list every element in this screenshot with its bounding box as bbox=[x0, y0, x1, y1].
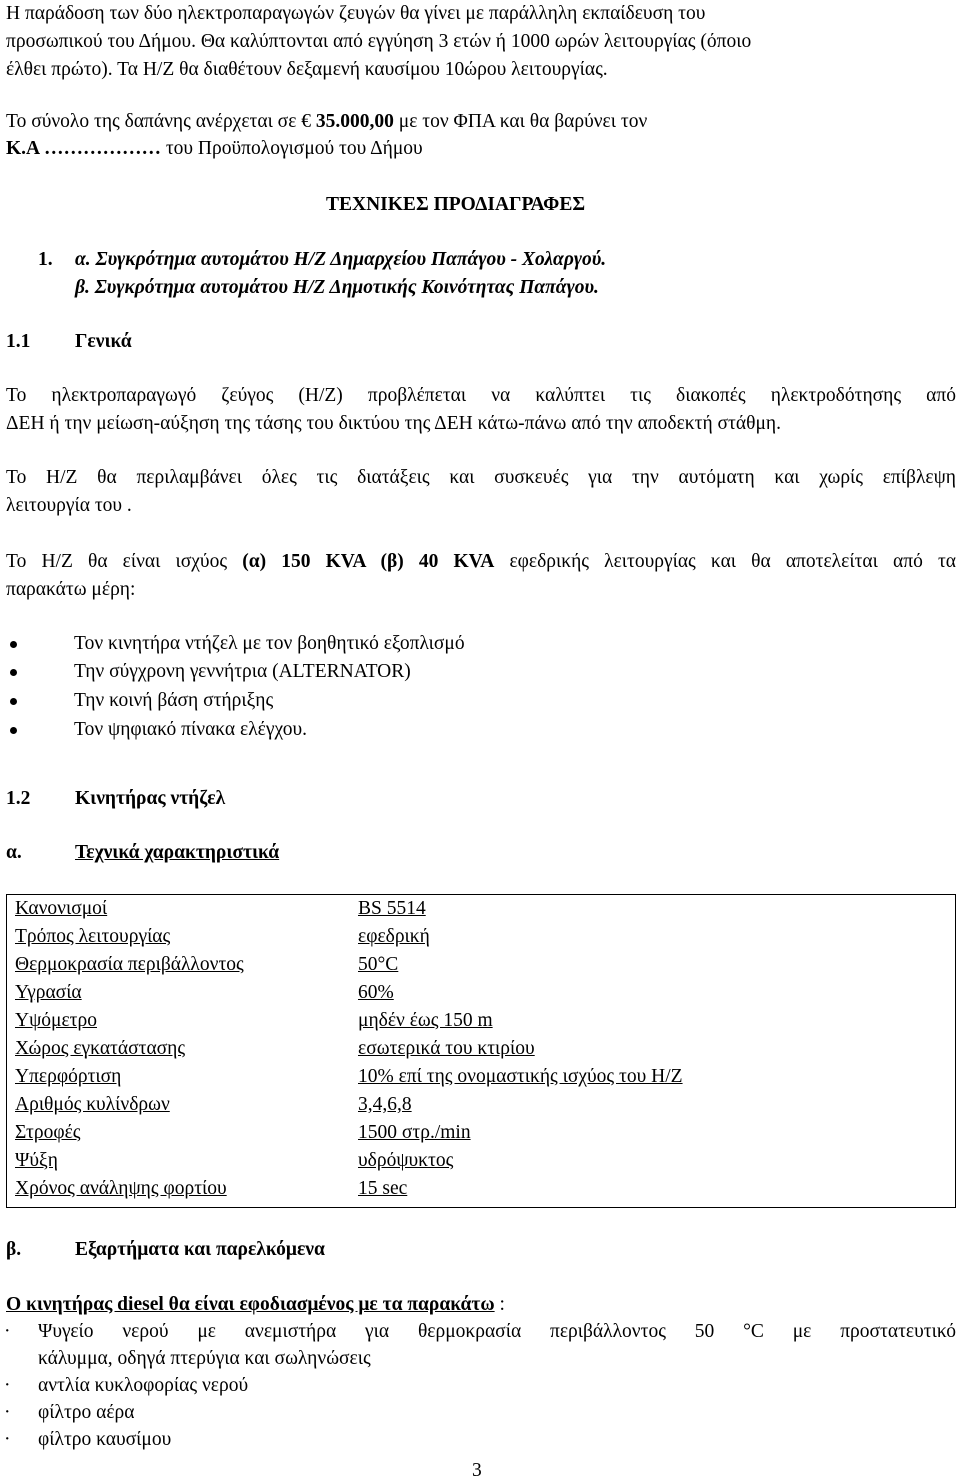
spec-value: υδρόψυκτος bbox=[358, 1150, 454, 1171]
para1-line-2: ΔΕΗ ή την μείωση-αύξηση της τάσης του δικτύου της ΔΕΗ κάτω-πάνω από την αποδεκτή στάθμη. bbox=[6, 413, 781, 434]
bullet-icon bbox=[10, 727, 17, 734]
table-row bbox=[7, 1147, 956, 1175]
table-row bbox=[7, 951, 956, 979]
ka-dots: ……………… bbox=[39, 138, 166, 159]
section-1-1-title: Γενικά bbox=[75, 331, 132, 352]
table-row bbox=[7, 1063, 956, 1091]
dot-marker: · bbox=[4, 1402, 11, 1423]
list-item bbox=[4, 1374, 249, 1398]
table-row bbox=[7, 895, 956, 924]
table-row bbox=[7, 1175, 956, 1208]
bullet-icon bbox=[10, 698, 17, 705]
specs-table bbox=[6, 894, 956, 1208]
list-item-text: Την κοινή βάση στήριξης bbox=[74, 690, 274, 711]
table-row bbox=[7, 979, 956, 1007]
cost-line bbox=[6, 110, 647, 134]
spec-key: Ψύξη bbox=[15, 1150, 58, 1171]
equipment-item-3: φίλτρο αέρα bbox=[38, 1402, 135, 1423]
para3-prefix: Το Η/Ζ θα είναι ισχύος bbox=[6, 551, 243, 572]
list-item bbox=[4, 1401, 135, 1425]
spec-value: 3,4,6,8 bbox=[358, 1094, 412, 1115]
list-item bbox=[4, 1428, 172, 1452]
section-1-1-number: 1.1 bbox=[6, 331, 31, 352]
spec-key: Τρόπος λειτουργίας bbox=[15, 926, 171, 947]
equipment-lead-colon: : bbox=[494, 1294, 505, 1315]
spec-value: μηδέν έως 150 m bbox=[358, 1010, 493, 1031]
para3-line-2: παρακάτω μέρη: bbox=[6, 579, 136, 600]
cost-prefix: Το σύνολο της δαπάνης ανέρχεται σε € bbox=[6, 111, 316, 132]
subsection-b-number: β. bbox=[6, 1239, 22, 1260]
equipment-lead bbox=[6, 1293, 505, 1317]
spec-value: εσωτερικά του κτιρίου bbox=[358, 1038, 535, 1059]
ka-label: Κ.Α bbox=[6, 138, 40, 159]
spec-value: 60% bbox=[358, 982, 394, 1003]
heading-1-number: 1. bbox=[38, 249, 53, 270]
list-item-text: Τον κινητήρα ντήζελ με τον βοηθητικό εξοπλισμό bbox=[74, 633, 465, 654]
bullet-icon bbox=[10, 669, 17, 676]
table-row bbox=[7, 1007, 956, 1035]
ka-text: του Προϋπολογισμού του Δήμου bbox=[165, 138, 423, 159]
spec-value: εφεδρική bbox=[358, 926, 430, 947]
dot-marker: · bbox=[4, 1429, 11, 1450]
spec-key: Χώρος εγκατάστασης bbox=[15, 1038, 186, 1059]
para3-suffix: εφεδρικής λειτουργίας και θα αποτελείται από τα bbox=[494, 551, 956, 572]
spec-key: Χρόνος ανάληψης φορτίου bbox=[15, 1178, 227, 1199]
para3-line-1 bbox=[6, 550, 956, 574]
cost-amount: 35.000,00 bbox=[315, 111, 394, 132]
spec-key: Αριθμός κυλίνδρων bbox=[15, 1094, 170, 1115]
section-1-2-title: Κινητήρας ντήζελ bbox=[75, 788, 226, 809]
subsection-a-number: α. bbox=[6, 842, 22, 863]
subsection-b-title: Εξαρτήματα και παρελκόμενα bbox=[75, 1239, 325, 1260]
table-row bbox=[7, 1119, 956, 1147]
table-row bbox=[7, 923, 956, 951]
ka-line bbox=[6, 137, 423, 161]
equipment-item-1-cont: κάλυμμα, οδηγά πτερύγια και σωληνώσεις bbox=[38, 1348, 371, 1369]
page-number: 3 bbox=[472, 1460, 482, 1481]
intro-line-1: Η παράδοση των δύο ηλεκτροπαραγωγών ζευγών θα γίνει με παράλληλη εκπαίδευση του bbox=[6, 3, 706, 24]
equipment-item-2: αντλία κυκλοφορίας νερού bbox=[38, 1375, 249, 1396]
para1-line-1: Το ηλεκτροπαραγωγό ζεύγος (Η/Ζ) προβλέπεται να καλύπτει τις διακοπές ηλεκτροδότησης από bbox=[6, 385, 956, 406]
spec-value: 1500 στρ./min bbox=[358, 1122, 471, 1143]
para2-line-2: λειτουργία του . bbox=[6, 495, 132, 516]
spec-key: Υπερφόρτιση bbox=[15, 1066, 122, 1087]
spec-key: Υψόμετρο bbox=[15, 1010, 97, 1031]
table-row bbox=[7, 1035, 956, 1063]
spec-key: Θερμοκρασία περιβάλλοντος bbox=[15, 954, 244, 975]
dot-marker: · bbox=[4, 1375, 11, 1396]
subsection-a-title: Τεχνικά χαρακτηριστικά bbox=[75, 842, 280, 863]
intro-line-3: έλθει πρώτο). Τα Η/Ζ θα διαθέτουν δεξαμενή καυσίμου 10ώρου λειτουργίας. bbox=[6, 59, 608, 80]
equipment-item-4: φίλτρο καυσίμου bbox=[38, 1429, 172, 1450]
table-row bbox=[7, 1091, 956, 1119]
heading-1-b: β. Συγκρότημα αυτομάτου Η/Ζ Δημοτικής Κοινότητας Παπάγου. bbox=[75, 277, 599, 298]
equipment-item-1: Ψυγείο νερού με ανεμιστήρα για θερμοκρασία περιβάλλοντος 50 °C με προστατευτικό bbox=[38, 1321, 956, 1342]
list-item bbox=[4, 1320, 30, 1344]
list-item-text: Την σύγχρονη γεννήτρια (ALTERNATOR) bbox=[74, 661, 411, 682]
spec-value: 15 sec bbox=[358, 1178, 408, 1199]
para2-line-1: Το Η/Ζ θα περιλαμβάνει όλες τις διατάξεις και συσκευές για την αυτόματη και χωρίς επίβλεψη bbox=[6, 467, 956, 488]
para3-power: (α) 150 KVA (β) 40 KVA bbox=[242, 551, 495, 572]
spec-value: 10% επί της ονομαστικής ισχύος του Η/Ζ bbox=[358, 1066, 683, 1087]
spec-key: Στροφές bbox=[15, 1122, 81, 1143]
specs-title: ΤΕΧΝΙΚΕΣ ΠΡΟΔΙΑΓΡΑΦΕΣ bbox=[326, 194, 586, 215]
equipment-lead-text: Ο κινητήρας diesel θα είναι εφοδιασμένος με τα παρακάτω bbox=[6, 1294, 495, 1315]
intro-line-2: προσωπικού του Δήμου. Θα καλύπτονται από εγγύηση 3 ετών ή 1000 ωρών λειτουργίας (όποιο bbox=[6, 31, 752, 52]
spec-value: BS 5514 bbox=[358, 898, 426, 919]
spec-key: Κανονισμοί bbox=[15, 898, 108, 919]
spec-value: 50°C bbox=[358, 954, 399, 975]
bullet-icon bbox=[10, 641, 17, 648]
dot-marker: · bbox=[4, 1321, 11, 1342]
heading-1-a: α. Συγκρότημα αυτομάτου Η/Ζ Δημαρχείου Παπάγου - Χολαργού. bbox=[75, 249, 607, 270]
cost-suffix: με τον ΦΠΑ και θα βαρύνει τον bbox=[393, 111, 648, 132]
list-item-text: Τον ψηφιακό πίνακα ελέγχου. bbox=[74, 719, 307, 740]
spec-key: Υγρασία bbox=[15, 982, 82, 1003]
section-1-2-number: 1.2 bbox=[6, 788, 31, 809]
